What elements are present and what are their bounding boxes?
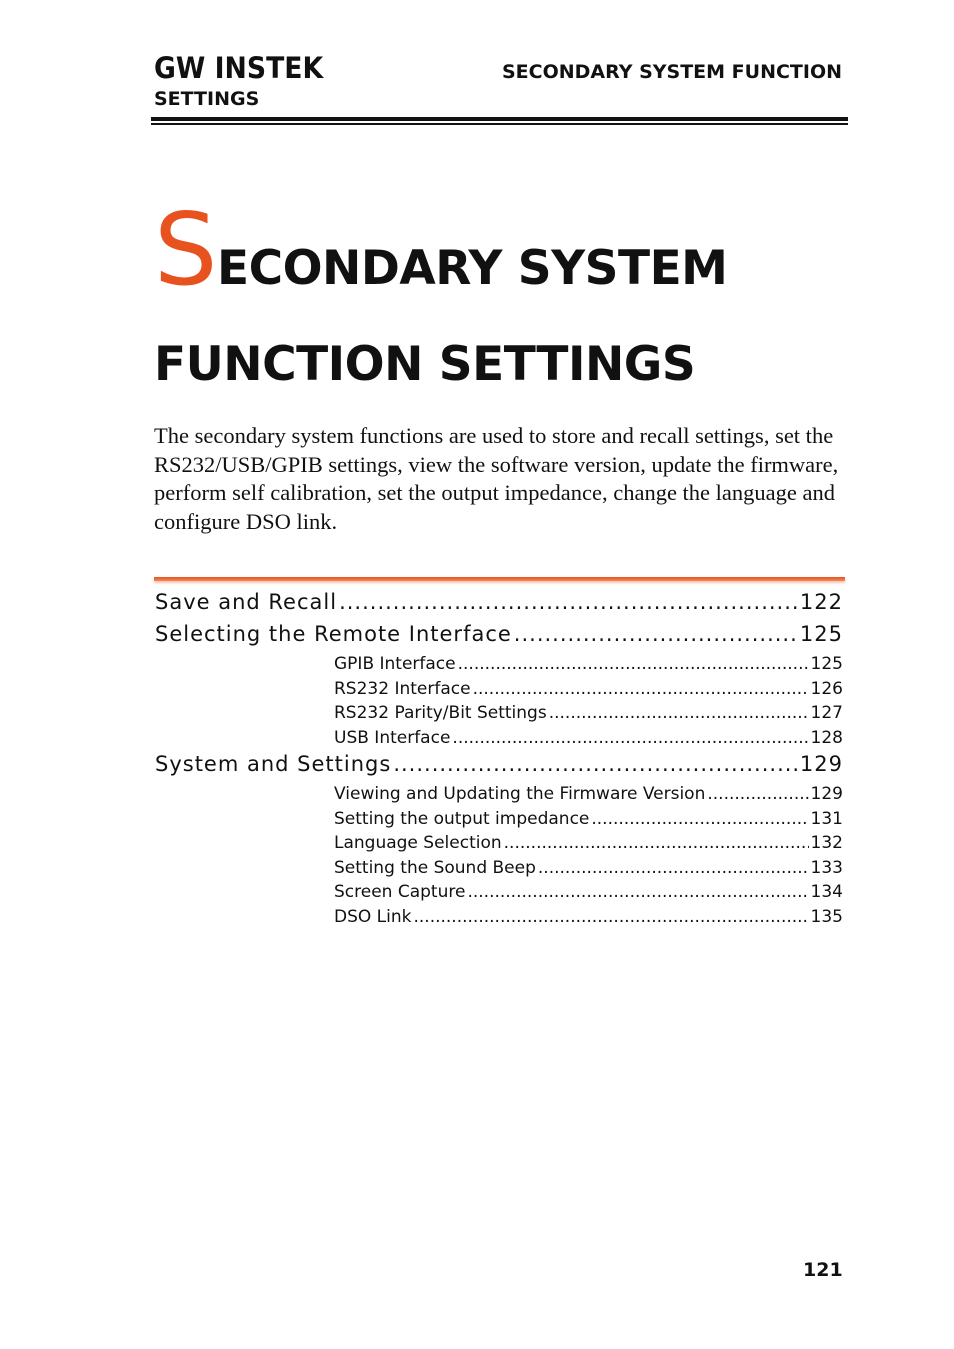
toc-subentry[interactable] (334, 833, 843, 853)
toc-leader-dots (707, 784, 808, 804)
toc-entry-page: 132 (810, 833, 843, 853)
toc-entry-label: Language Selection (334, 833, 502, 853)
chapter-title-line1: ECONDARY SYSTEM (216, 241, 728, 296)
chapter-title (154, 191, 874, 413)
toc-subentry[interactable] (334, 703, 843, 723)
toc-leader-dots (452, 728, 808, 748)
toc-leader-dots (549, 703, 809, 723)
toc-entry-label: Viewing and Updating the Firmware Version (334, 784, 706, 804)
toc-leader-dots (514, 622, 798, 646)
header-section-subtitle: SETTINGS (154, 88, 260, 110)
header-rule-thick (151, 117, 848, 121)
toc-entry-page: 122 (799, 590, 843, 614)
gw-instek-logo: GW INSTEK (154, 51, 324, 85)
toc-leader-dots (538, 858, 809, 878)
toc-subentry[interactable] (334, 882, 843, 902)
toc-subentry[interactable] (334, 907, 843, 927)
toc-subentry[interactable] (334, 784, 843, 804)
toc-entry-label: Setting the Sound Beep (334, 858, 536, 878)
toc-entry-page: 125 (799, 622, 843, 646)
toc-entry-label: Screen Capture (334, 882, 466, 902)
header-section-title: SECONDARY SYSTEM FUNCTION (501, 61, 842, 83)
toc-entry-label: Selecting the Remote Interface (155, 622, 512, 646)
page-number: 121 (803, 1259, 843, 1281)
chapter-title-line2: FUNCTION SETTINGS (154, 337, 696, 392)
toc-entry-page: 135 (810, 907, 843, 927)
toc-leader-dots (467, 882, 808, 902)
toc-entry-page: 126 (810, 679, 843, 699)
toc-subentry[interactable] (334, 654, 843, 674)
toc-entry-label: RS232 Parity/Bit Settings (334, 703, 547, 723)
toc-entry-label: System and Settings (155, 752, 392, 776)
toc-entry-label: Setting the output impedance (334, 809, 590, 829)
toc-entry-page: 133 (810, 858, 843, 878)
toc-subentry[interactable] (334, 679, 843, 699)
toc-entry[interactable] (155, 752, 843, 776)
toc-leader-dots (504, 833, 809, 853)
toc-leader-dots (393, 752, 798, 776)
toc-entry-page: 128 (810, 728, 843, 748)
toc-entry-label: RS232 Interface (334, 679, 471, 699)
toc-entry[interactable] (155, 622, 843, 646)
toc-entry-page: 131 (810, 809, 843, 829)
toc-entry-page: 127 (810, 703, 843, 723)
toc-subentry[interactable] (334, 809, 843, 829)
toc-entry-page: 134 (810, 882, 843, 902)
toc-entry[interactable] (155, 590, 843, 614)
toc-leader-dots (591, 809, 808, 829)
chapter-title-drop-cap: S (154, 191, 217, 308)
intro-paragraph: The secondary system functions are used to store and recall settings, set the RS232/USB/GPIB settings, view the software version, update the firmware, perform self calibration, set the output impedance, change the language and configure DSO link. (154, 423, 839, 534)
header-rule-thin (151, 123, 848, 125)
toc-leader-dots (413, 907, 808, 927)
toc-entry-label: USB Interface (334, 728, 451, 748)
toc-entry-page: 129 (799, 752, 843, 776)
toc-subentry[interactable] (334, 858, 843, 878)
toc-subentry[interactable] (334, 728, 843, 748)
toc-leader-dots (339, 590, 798, 614)
toc-entry-label: GPIB Interface (334, 654, 456, 674)
toc-entry-page: 129 (810, 784, 843, 804)
toc-leader-dots (473, 679, 809, 699)
toc-leader-dots (458, 654, 809, 674)
toc-entry-label: DSO Link (334, 907, 412, 927)
toc-divider (154, 577, 845, 581)
toc-entry-label: Save and Recall (155, 590, 338, 614)
toc-entry-page: 125 (810, 654, 843, 674)
